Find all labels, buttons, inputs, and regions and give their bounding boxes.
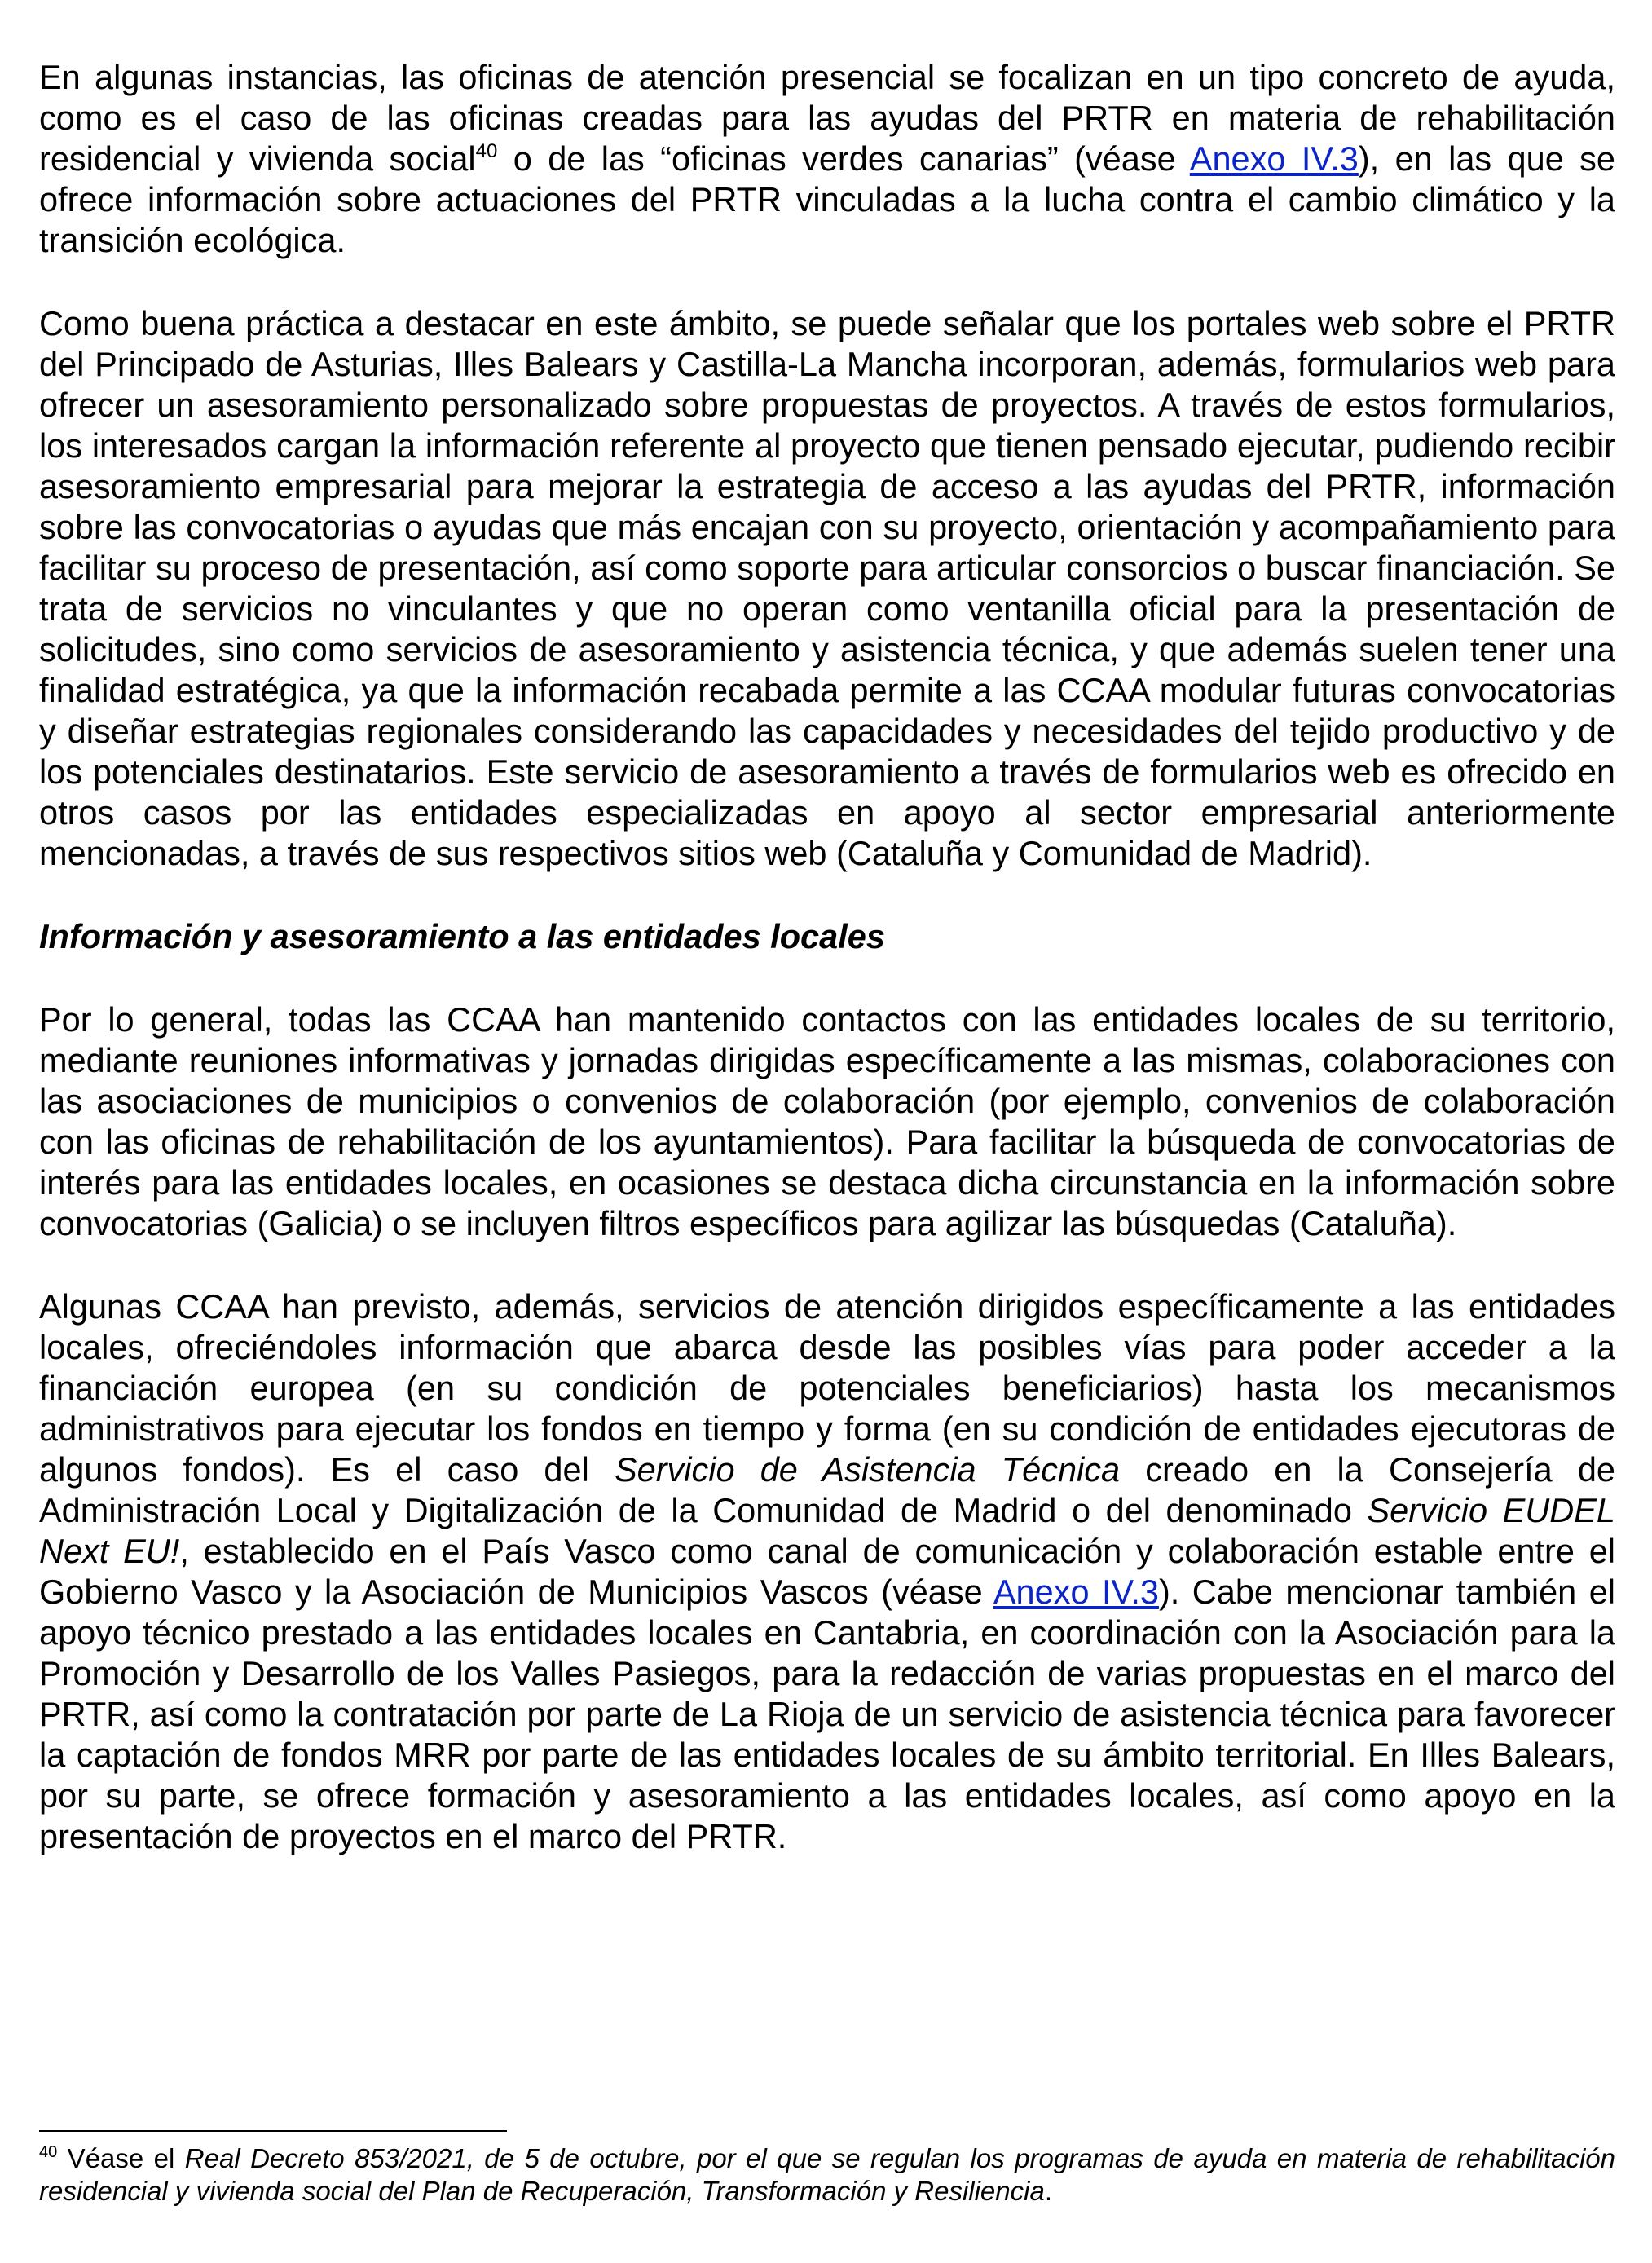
anexo-link[interactable]: Anexo IV.3 — [1189, 139, 1359, 178]
paragraph-text: ). Cabe mencionar también el apoyo técnico prestado a las entidades locales en Cantabria, en coordinación con la Asociación para la Promoción y Desarrollo de los Valles Pasiegos, para la redacción de varias propuestas en el marco del PRTR, así como la contratación por parte de La Rioja de un servicio de asistencia técnica para favorecer la captación de fondos MRR por parte de las entidades locales de su ámbito territorial. En Illes Balears, por su parte, se ofrece formación y asesoramiento a las entidades locales, así como apoyo en la presentación de proyectos en el marco del PRTR. — [39, 1573, 1615, 1855]
footnote-separator — [39, 2130, 507, 2132]
paragraph-text: Algunas CCAA han previsto, además, servicios de atención dirigidos específicamente a las entidades locales, ofreciéndoles información que abarca desde las posibles vías para poder acceder a la financiación europea (en su condición de potenciales beneficiarios) hasta los mecanismos administrativos para ejecutar los fondos en tiempo y forma (en su condición de entidades ejecutoras de algunos fondos). Es el caso del — [39, 1287, 1615, 1489]
paragraph-servicios-atencion — [39, 1286, 1615, 1857]
footnote-ref-40[interactable]: 40 — [475, 140, 498, 162]
footnote-text: . — [1044, 2176, 1052, 2206]
paragraph-buena-practica: Como buena práctica a destacar en este ámbito, se puede señalar que los portales web sobre el PRTR del Principado de Asturias, Illes Balears y Castilla-La Mancha incorporan, además, formularios web para ofrecer un asesoramiento personalizado sobre propuestas de proyectos. A través de estos formularios, los interesados cargan la información referente al proyecto que tienen pensado ejecutar, pudiendo recibir asesoramiento empresarial para mejorar la estrategia de acceso a las ayudas del PRTR, información sobre las convocatorias o ayudas que más encajan con su proyecto, orientación y acompañamiento para facilitar su proceso de presentación, así como soporte para articular consorcios o buscar financiación. Se trata de servicios no vinculantes y que no operan como ventanilla oficial para la presentación de solicitudes, sino como servicios de asesoramiento y asistencia técnica, y que además suelen tener una finalidad estratégica, ya que la información recabada permite a las CCAA modular futuras convocatorias y diseñar estrategias regionales considerando las capacidades y necesidades del tejido productivo y de los potenciales destinatarios. Este servicio de asesoramiento a través de formularios web es ofrecido en otros casos por las entidades especializadas en apoyo al sector empresarial anteriormente mencionadas, a través de sus respectivos sitios web (Cataluña y Comunidad de Madrid). — [39, 304, 1615, 872]
paragraph-text: o de las “oficinas verdes canarias” (véase — [497, 139, 1190, 178]
decree-title: Real Decreto 853/2021, de 5 de octubre, por el que se regulan los programas de ayuda en materia de rehabilitación residencial y vivienda social del Plan de Recuperación, Transformación y Resiliencia — [39, 2143, 1615, 2206]
paragraph-entidades-locales: Por lo general, todas las CCAA han mantenido contactos con las entidades locales de su territorio, mediante reuniones informativas y jornadas dirigidas específicamente a las mismas, colaboraciones con las asociaciones de municipios o convenios de colaboración (por ejemplo, convenios de colaboración con las oficinas de rehabilitación de los ayuntamientos). Para facilitar la búsqueda de convocatorias de interés para las entidades locales, en ocasiones se destaca dicha circunstancia en la información sobre convocatorias (Galicia) o se incluyen filtros específicos para agilizar las búsquedas (Cataluña). — [39, 1000, 1615, 1242]
section-heading: Información y asesoramiento a las entidades locales — [39, 917, 885, 955]
service-name: Servicio de Asistencia Técnica — [614, 1450, 1121, 1489]
service-name: Servicio EUDEL Next EU! — [39, 1491, 1616, 1570]
document-body — [39, 57, 1615, 1857]
paragraph-text: ), en las que se ofrece información sobre actuaciones del PRTR vinculadas a la lucha contra el cambio climático y la transición ecológica. — [39, 139, 1616, 259]
footnote-number: 40 — [39, 2143, 58, 2161]
footnote-text: Véase el — [57, 2143, 185, 2173]
paragraph-text: creado en la Consejería de Administración Local y Digitalización de la Comunidad de Madrid o del denominado — [39, 1450, 1616, 1529]
paragraph-oficinas — [39, 57, 1615, 261]
anexo-link[interactable]: Anexo IV.3 — [993, 1573, 1159, 1611]
footnote-40 — [39, 2142, 1615, 2208]
paragraph-text: , establecido en el País Vasco como canal de comunicación y colaboración estable entre el Gobierno Vasco y la Asociación de Municipios Vascos (véase — [39, 1532, 1616, 1611]
paragraph-text: En algunas instancias, las oficinas de atención presencial se focalizan en un tipo concreto de ayuda, como es el caso de las oficinas creadas para las ayudas del PRTR en materia de rehabilitación residencial y vivienda social — [39, 58, 1615, 178]
